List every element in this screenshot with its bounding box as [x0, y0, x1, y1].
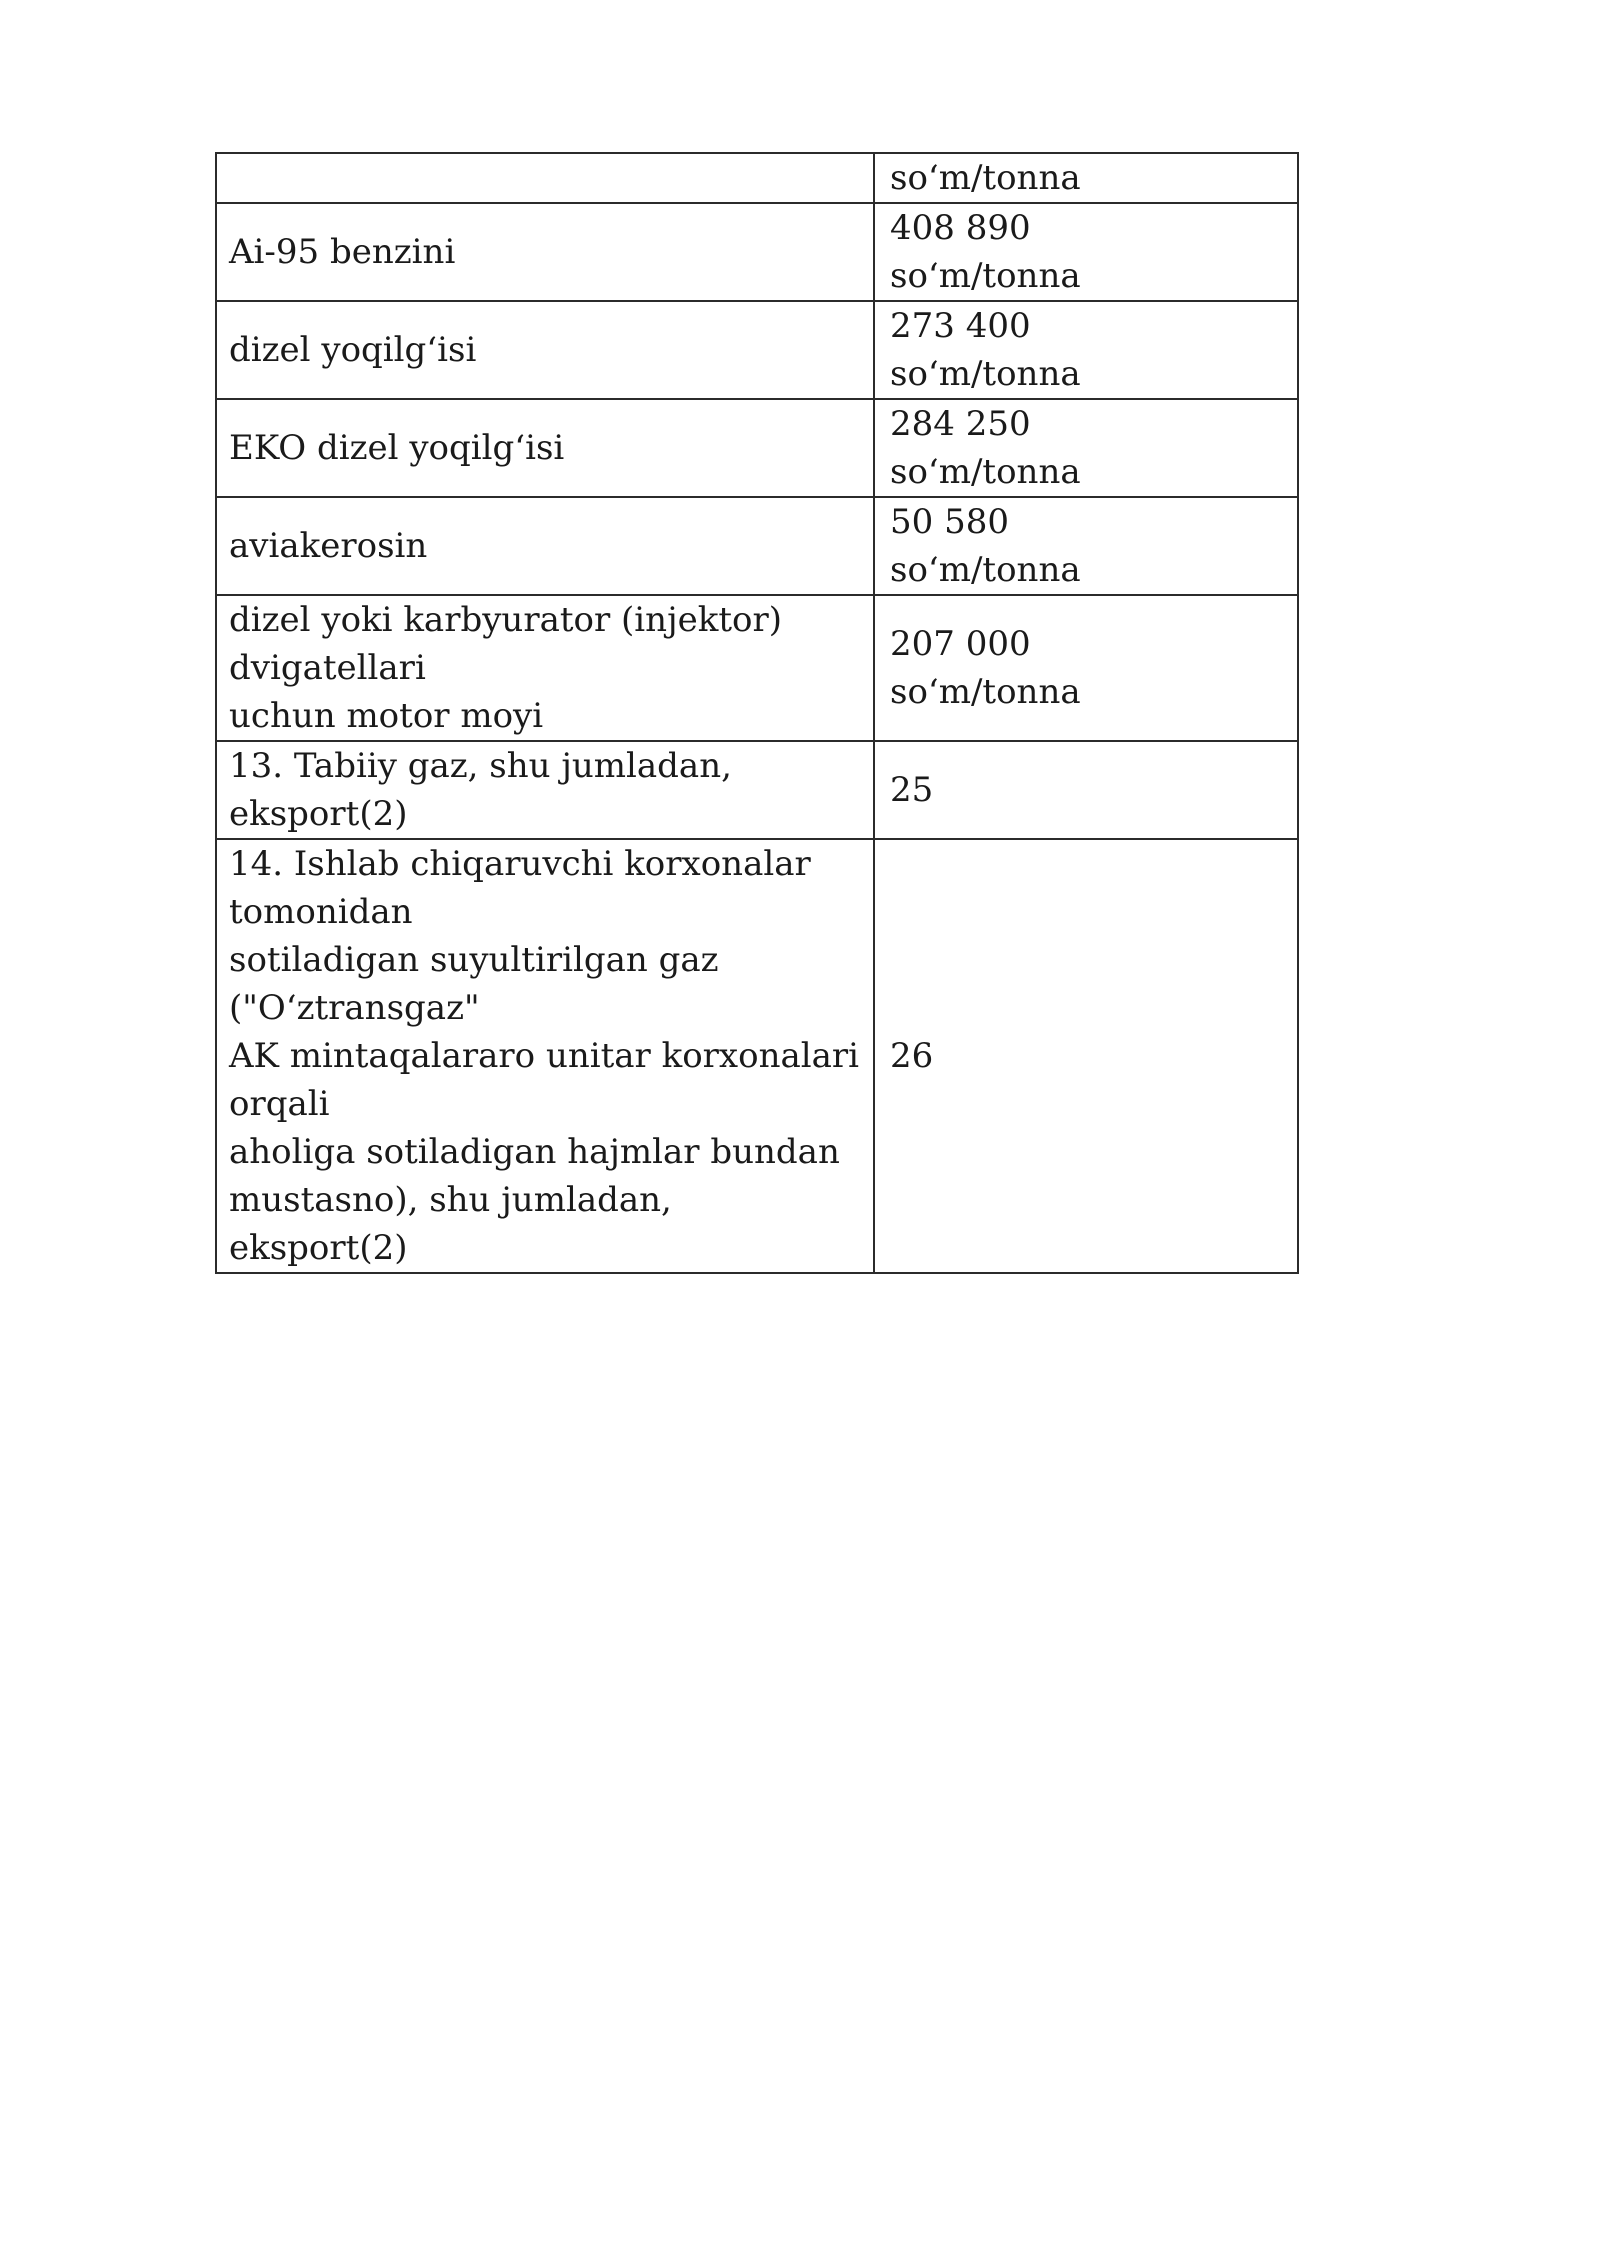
rate-value-cell: 408 890 so‘m/tonna — [874, 203, 1298, 301]
rate-value-cell: 50 580 so‘m/tonna — [874, 497, 1298, 595]
table-row — [216, 153, 1298, 203]
table-row — [216, 595, 1298, 741]
item-name-cell: 13. Tabiiy gaz, shu jumladan, eksport(2) — [216, 741, 874, 839]
rate-value-cell: 26 — [874, 839, 1298, 1273]
item-name-cell: aviakerosin — [216, 497, 874, 595]
item-name-cell — [216, 153, 874, 203]
rate-value-cell: 284 250 so‘m/tonna — [874, 399, 1298, 497]
rate-value-cell: 207 000 so‘m/tonna — [874, 595, 1298, 741]
table-row — [216, 301, 1298, 399]
item-name-cell: EKO dizel yoqilg‘isi — [216, 399, 874, 497]
table-row — [216, 741, 1298, 839]
table-row — [216, 839, 1298, 1273]
table-row — [216, 399, 1298, 497]
rate-value-cell: 273 400 so‘m/tonna — [874, 301, 1298, 399]
rate-value-cell: so‘m/tonna — [874, 153, 1298, 203]
item-name-cell: dizel yoki karbyurator (injektor) dvigatellari uchun motor moyi — [216, 595, 874, 741]
item-name-cell: Ai-95 benzini — [216, 203, 874, 301]
table-row — [216, 497, 1298, 595]
item-name-cell: dizel yoqilg‘isi — [216, 301, 874, 399]
rate-value-cell: 25 — [874, 741, 1298, 839]
item-name-cell: 14. Ishlab chiqaruvchi korxonalar tomonidan sotiladigan suyultirilgan gaz ("O‘ztransgaz" AK mintaqalararo unitar korxonalari orqali aholiga sotiladigan hajmlar bundan mustasno), shu jumladan, eksport(2) — [216, 839, 874, 1273]
rates-table — [215, 152, 1299, 1274]
table-row — [216, 203, 1298, 301]
